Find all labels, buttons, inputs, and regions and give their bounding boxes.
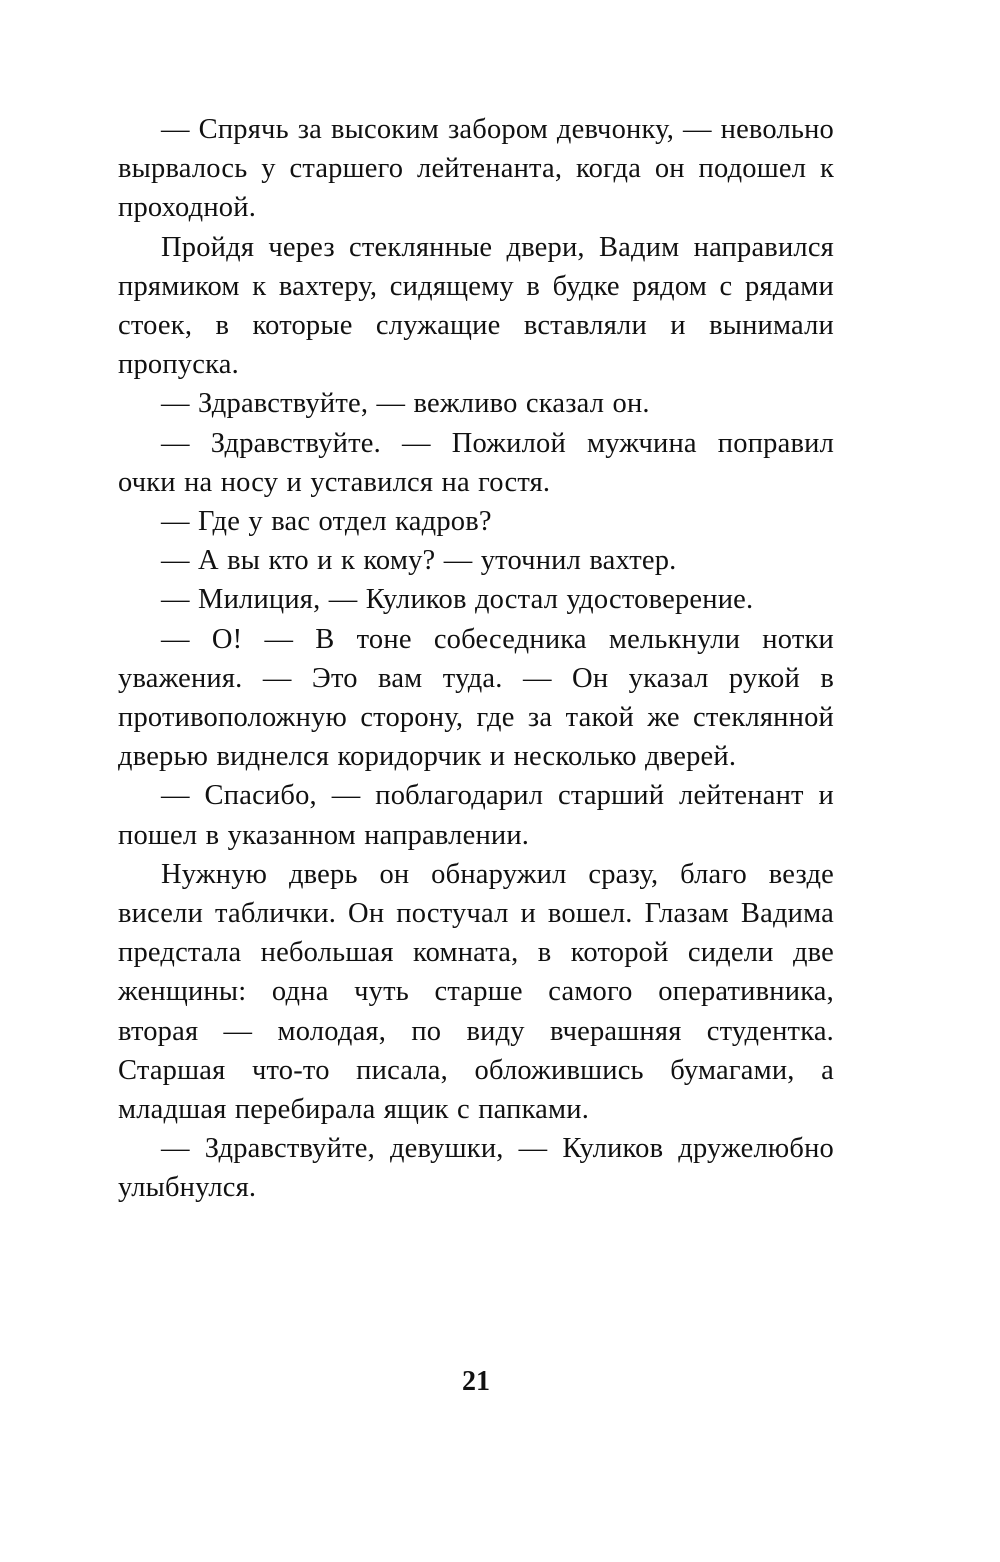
paragraph: — Здравствуйте. — Пожилой мужчина поправил очки на носу и уставился на гостя. [118, 427, 834, 498]
paragraph: Нужную дверь он обнаружил сразу, благо везде висели таблички. Он постучал и вошел. Глазам Вадима предстала небольшая комната, в которой сидели две женщины: одна чуть старше самого оперативника, вторая — молодая, по виду вчерашняя студентка. Старшая что-то писала, обложившись бумагами, а младшая перебирала ящик с папками. [118, 858, 834, 1126]
paragraph: — Спасибо, — поблагодарил старший лейтенант и пошел в указанном направлении. [118, 780, 834, 851]
paragraph: Пройдя через стеклянные двери, Вадим направился прямиком к вахтеру, сидящему в будке рядом с рядами стоек, в которые служащие вставляли и вынимали пропуска. [118, 231, 834, 381]
page-number: 21 [462, 1366, 490, 1397]
paragraph: — О! — В тоне собеседника мелькнули нотки уважения. — Это вам туда. — Он указал рукой в противоположную сторону, где за такой же стеклянной дверью виднелся коридорчик и несколько дверей. [118, 623, 834, 773]
paragraph: — Здравствуйте, — вежливо сказал он. [161, 388, 650, 420]
paragraph: — Где у вас отдел кадров? [161, 506, 492, 538]
text-block [118, 110, 834, 1208]
paragraph: — А вы кто и к кому? — уточнил вахтер. [161, 545, 677, 577]
paragraph: — Здравствуйте, девушки, — Куликов дружелюбно улыбнулся. [118, 1133, 834, 1204]
paragraph: — Спрячь за высоким забором девчонку, — невольно вырвалось у старшего лейтенанта, когда он подошел к проходной. [118, 114, 834, 224]
paragraph: — Милиция, — Куликов достал удостоверение. [161, 584, 754, 616]
